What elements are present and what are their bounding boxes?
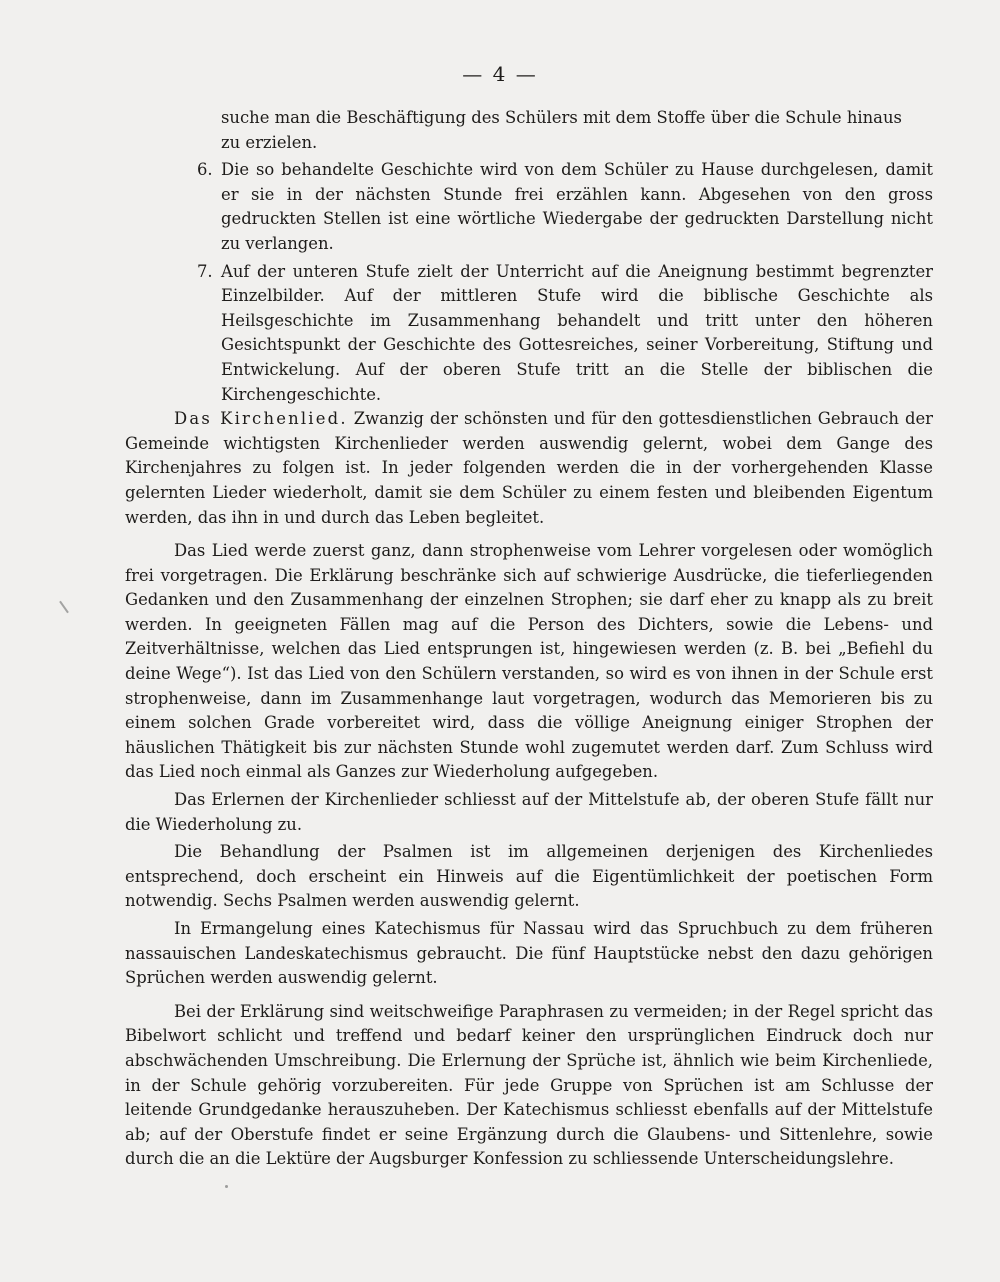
paragraph-erklaerung: Bei der Erklärung sind weitschweifige Paraphrasen zu vermeiden; in der Regel spricht das Bibelwort schlicht und treffend und bedarf keiner den ursprünglichen Eindruck doch nur abschwächenden Umschreibung. Die Erlernung der Sprüche ist, ähnlich wie beim Kirchenliede, in der Schule gehörig vorzubereiten. Für jede Gruppe von Sprüchen ist am Schlusse der leitende Grundgedanke herauszuheben. Der Katechismus schliesst ebenfalls auf der Mittelstufe ab; auf der Oberstufe findet er seine Ergänzung durch die Glaubens- und Sittenlehre, sowie durch die an die Lektüre der Augsburger Konfession zu schliessende Unterscheidungslehre.	[125, 1001, 933, 1169]
margin-mark	[59, 601, 69, 614]
item-6-text: Die so behandelte Geschichte wird von dem Schüler zu Hause durchgelesen, damit er sie in der nächsten Stunde frei erzählen kann. Abgesehen von den gross gedruckten Stellen ist eine wörtliche Wiedergabe der gedruckten Darstellung nicht zu verlangen.	[221, 160, 933, 253]
item-5-line-1: suche man die Beschäftigung des Schülers mit dem Stoffe über die Schule hinaus	[221, 108, 902, 127]
kirchenlied-text: Zwanzig der schönsten und für den gottesdienstlichen Gebrauch der Gemeinde wichtigsten Kirchenlieder werden auswendig gelernt, wobei dem Gange des Kirchenjahres zu folgen ist. In jeder folgenden werden die in der vorhergehenden Klasse gelernten Lieder wiederholt, damit sie dem Schüler zu einem festen und bleibenden Eigentum werden, das ihn in und durch das Leben begleitet.	[125, 409, 933, 527]
item-7-text: Auf der unteren Stufe zielt der Unterricht auf die Aneignung bestimmt begrenzter Einzelbilder. Auf der mittleren Stufe wird die biblische Geschichte als Heilsgeschichte im Zusammenhang behandelt und tritt unter den höheren Gesichtspunkt der Geschichte des Gottesreiches, seiner Vorbereitung, Stiftung und Entwickelung. Auf der oberen Stufe tritt an die Stelle der biblischen die Kirchengeschichte.	[221, 261, 933, 404]
item-7-number: 7.	[197, 261, 213, 281]
paragraph-psalmen: Die Behandlung der Psalmen ist im allgemeinen derjenigen des Kirchenliedes entsprechend, doch erscheint ein Hinweis auf die Eigentümlichkeit der poetischen Form notwendig. Sechs Psalmen werden auswendig gelernt.	[125, 842, 933, 911]
item-6-number: 6.	[197, 160, 213, 180]
body-text	[125, 106, 933, 1172]
section-heading-kirchenlied: Das Kirchenlied.	[174, 409, 348, 429]
item-5-continuation	[125, 106, 933, 155]
ink-speck	[225, 1185, 228, 1188]
paragraph-kirchenlied	[125, 407, 933, 530]
paragraph-erlernen: Das Erlernen der Kirchenlieder schliesst auf der Mittelstufe ab, der oberen Stufe fällt nur die Wiederholung zu.	[125, 790, 933, 834]
page-number: — 4 —	[462, 62, 538, 86]
list-item-7	[125, 260, 933, 408]
paragraph-lied-vortrag: Das Lied werde zuerst ganz, dann strophenweise vom Lehrer vorgelesen oder womöglich frei vorgetragen. Die Erklärung beschränke sich auf schwierige Ausdrücke, die tieferliegenden Gedanken und den Zusammenhang der einzelnen Strophen; sie darf eher zu knapp als zu breit werden. In geeigneten Fällen mag auf die Person des Dichters, sowie die Lebens- und Zeitverhältnisse, welchen das Lied entsprungen ist, hingewiesen werden (z. B. bei „Befiehl du deine Wege“). Ist das Lied von den Schülern verstanden, so wird es von ihnen in der Schule erst strophenweise, dann im Zusammenhange laut vorgetragen, wodurch das Memorieren bis zu einem solchen Grade vorbereitet wird, dass die völlige Aneignung einiger Strophen der häuslichen Thätigkeit bis zur nächsten Stunde wohl zugemutet werden darf. Zum Schluss wird das Lied noch einmal als Ganzes zur Wiederholung aufgegeben.	[125, 541, 933, 782]
paragraph-katechismus: In Ermangelung eines Katechismus für Nassau wird das Spruchbuch zu dem früheren nassauischen Landeskatechismus gebraucht. Die fünf Hauptstücke nebst den dazu gehörigen Sprüchen werden auswendig gelernt.	[125, 919, 933, 988]
item-5-line-2: zu erzielen.	[221, 132, 318, 152]
list-item-6	[125, 158, 933, 256]
